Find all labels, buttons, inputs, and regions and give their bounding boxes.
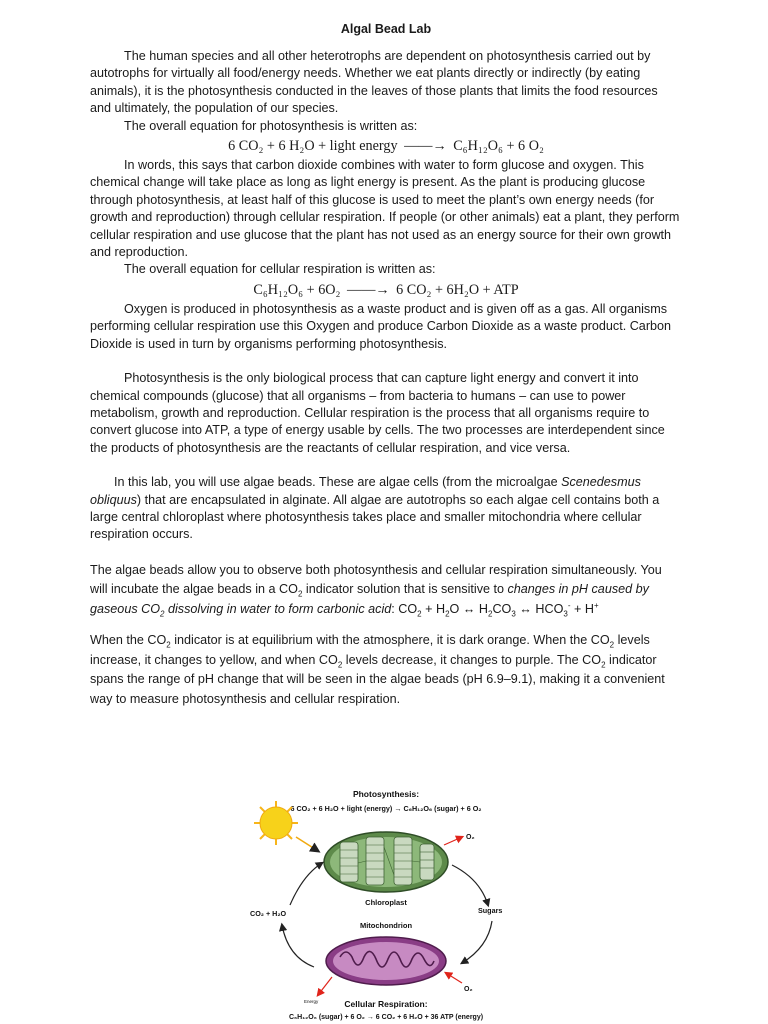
sun-icon (254, 801, 298, 845)
oxygen-paragraph: Oxygen is produced in photosynthesis as a waste product and is given off as a gas. All organisms performing cellular respiration use this Oxygen and produce Carbon Dioxide as a waste product. Carbon Dioxide is used in turn by organisms performing photosynthesis. (90, 301, 672, 351)
intro-paragraph: The human species and all other heterotrophs are dependent on photosynthesis carried out by autotrophs for virtually all food/energy needs. Whether we eat plants directly or indirectly (by eating animals), it is the photosynthesis conducted in the leaves of those plants that limits the food resources and ultimately, the population of our species. (90, 49, 658, 116)
equation-reactants: C₆H₁₂O₆ + 6O₂ (253, 281, 341, 298)
o2-top-label: O₂ (466, 834, 475, 841)
photosynthesis-paragraph: Photosynthesis is the only biological process that can capture light energy and convert it into chemical compounds (glucose) that all organisms – from bacteria to humans – can use to power metabolism, growth and reproduction. Cellular respiration is the process that all organisms require to convert glucose into ATP, a type of energy usable by cells. The two processes are interdependent since the products of photosynthesis are the reactants of cellular respiration, and vice versa. (90, 371, 665, 455)
equation-products: 6 CO₂ + 6H₂O + ATP (396, 281, 519, 298)
respiration-equation (90, 282, 682, 299)
document-page (90, 22, 682, 709)
cycle-arrow-right-down (452, 865, 488, 905)
photosynthesis-equation (90, 138, 682, 155)
chloroplast-label: Chloroplast (365, 898, 407, 907)
equation-arrow: ——→ (404, 138, 447, 155)
cycle-arrow-left-up (290, 863, 322, 905)
o2-in-arrow-bottom (446, 973, 462, 983)
equation-reactants: 6 CO₂ + 6 H₂O + light energy (228, 138, 398, 155)
equation-arrow: ——→ (347, 281, 390, 298)
chloroplast-icon (324, 832, 448, 892)
energy-label: Energy (304, 999, 319, 1004)
indicator-paragraph: When the $CO_2$ indicator is at equilibrium with the atmosphere, it is dark orange. When the $CO_2$ levels increase, it changes to yellow, and when $CO_2$ levels decrease, it changes to purple. The $CO_2$ indicator spans the range of pH change that will be seen in the algae beads (pH 6.9–9.1), making it a convenient way to measure photosynthesis and cellular respiration. (90, 633, 665, 706)
photosynthesis-formula: 6 CO₂ + 6 H₂O + light (energy) → C₆H₁₂O₆ (sugar) + 6 O₂ (290, 804, 482, 813)
respiration-formula: C₆H₁₂O₆ (sugar) + 6 O₂ → 6 CO₂ + 6 H₂O + 36 ATP (energy) (288, 1014, 484, 1021)
respiration-equation-intro: The overall equation for cellular respiration is written as: (124, 262, 436, 277)
equation-products: C₆H₁₂O₆ + 6 O₂ (453, 138, 544, 155)
lab-paragraph: In this lab, you will use algae beads. These are algae cells (from the microalgae Scenedesmus obliquus) that are encapsulated in alginate. All algae are autotrophs so each algae cell contains both a large central chloroplast where photosynthesis takes place and smaller mitochondria where cellular respiration occurs. (90, 475, 660, 542)
page-title: Algal Bead Lab (340, 22, 432, 36)
photosynthesis-label: Photosynthesis: (352, 789, 420, 799)
species-name: Scenedesmus obliquus (90, 475, 641, 507)
o2-bottom-label: O₂ (464, 986, 473, 993)
photosynthesis-respiration-diagram (248, 787, 524, 1023)
sugars-label: Sugars (478, 906, 503, 915)
cycle-arrow-right-up (462, 921, 492, 963)
energy-arrow (318, 977, 332, 995)
photosynthesis-equation-intro: The overall equation for photosynthesis is written as: (124, 118, 418, 133)
o2-out-arrow-top (444, 837, 462, 845)
cycle-arrow-left-down (282, 925, 314, 967)
respiration-label: Cellular Respiration: (344, 999, 428, 1009)
mitochondrion-label: Mitochondrion (359, 921, 413, 930)
light-arrow (296, 837, 318, 851)
words-paragraph: In words, this says that carbon dioxide combines with water to form glucose and oxygen. This chemical change will take place as long as light energy is present. As the plant is producing glucose through photosynthesis, at least half of this glucose is used to meet the plant’s own energy needs (for growth and reproduction) through cellular respiration. If people (or other animals) eat a plant, they perform cellular respiration and use glucose that the plant has not used as an energy source for their own growth and reproduction. (90, 158, 680, 260)
beads-paragraph: The algae beads allow you to observe both photosynthesis and cellular respiration simultaneously. You will incubate the algae beads in a $CO_2$ indicator solution that is sensitive to changes in pH caused by gaseous $CO_2$ dissolving in water to form carbonic acid: $CO_2 + H_2O$ ↔ $H_2CO_3$ ↔ $HCO_3^- + H^+$ (90, 562, 662, 619)
co2-h2o-label: CO₂ + H₂O (250, 909, 287, 918)
mitochondrion-icon (326, 937, 446, 985)
